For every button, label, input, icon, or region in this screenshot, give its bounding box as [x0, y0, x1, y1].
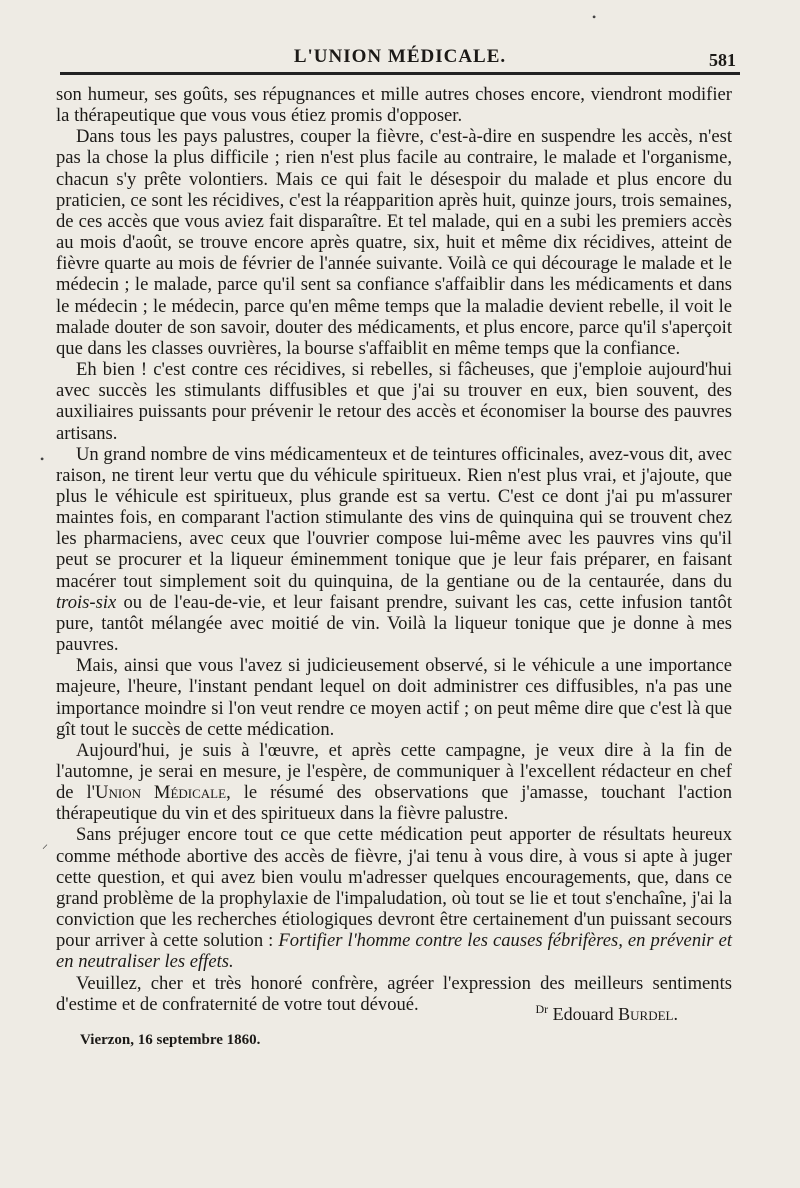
paragraph: Veuillez, cher et très honoré confrère, agréer l'expression des meilleurs sentiments d'estime et de confraternité de votre tout dévoué.	[56, 972, 732, 1015]
signature-prefix	[536, 1004, 549, 1024]
page-number: 581	[709, 50, 736, 70]
dot-mark-icon: •	[592, 10, 597, 24]
running-title: L'UNION MÉDICALE.	[293, 46, 507, 67]
signature	[536, 1002, 679, 1025]
emphasis-text: trois-six	[56, 591, 117, 613]
paragraph-text: ou de l'eau-de-vie, et leur faisant prendre, suivant les cas, cette infusion tantôt pure, tantôt mélangée avec moitié de vin. Voilà la liqueur tonique que je donne à mes pauvres.	[56, 591, 732, 656]
paragraph: son humeur, ses goûts, ses répugnances et mille autres choses encore, viendront modifier la thérapeutique que vous vous étiez promis d'opposer.	[56, 84, 732, 127]
paragraph-text: Sans préjuger encore tout ce que cette médication peut apporter de résultats heureux comme méthode abortive des accès de fièvre, j'ai tenu à vous dire, à vous si apte à juger cette question, et qui avez bien voulu m'adresser quelques encouragements, que, dans ce grand problème de la prophylaxie de l'impaludation, où tout se lie et tout s'enchaîne, j'ai la conviction que les recherches étiologiques devront être certainement d'un puissant secours pour arriver à cette solution :	[56, 824, 732, 952]
paragraph: Dans tous les pays palustres, couper la fièvre, c'est-à-dire en suspendre les accès, n'est pas la chose la plus difficile ; rien n'est plus facile au contraire, le malade et l'organisme, chacun s'y prête volontiers. Mais ce qui fait le désespoir du malade et plus encore du praticien, ce sont les récidives, c'est la réapparition après huit, quinze jours, trois semaines, de ces accès que vous aviez fait disparaître. Et tel malade, qui en a subi les premiers accès au mois d'août, se trouve encore après quatre, six, huit et même dix récidives, atteint de fièvre quarte au mois de février de l'année suivante. Voilà ce qui décourage le malade et le médecin ; le malade, parce qu'il sent sa confiance s'affaiblir dans les médicaments et dans le médecin ; le médecin, parce qu'en même temps que la maladie devient rebelle, il voit le malade douter de son savoir, douter des médicaments, et plus encore, parce qu'il s'aperçoit que dans les classes ouvrières, la bourse s'affaiblit en même temps que la confiance.	[56, 126, 732, 359]
signature-last-name: Burdel.	[618, 1004, 678, 1024]
paragraph	[56, 444, 732, 656]
paragraph: Mais, ainsi que vous l'avez si judicieusement observé, si le véhicule a une importance majeure, l'heure, l'instant pendant lequel on doit administrer ces diffusibles, n'a pas une importance moindre si l'on veut rendre ce moyen actif ; on peut même dire que c'est là que gît tout le succès de cette médication.	[56, 655, 732, 740]
header-rule	[60, 72, 740, 75]
tick-mark-icon: ⸍	[42, 842, 49, 856]
paragraph-text: Aujourd'hui, je suis à l'œuvre, et après cette campagne, je veux dire à la fin de l'automne, je serai en mesure, je l'espère, de communiquer à l'excellent rédacteur en chef de l'	[56, 739, 732, 804]
paragraph: Eh bien ! c'est contre ces récidives, si rebelles, si fâcheuses, que j'emploie aujourd'hui avec succès les stimulants diffusibles et que j'ai su trouver en eux, bien souvent, des auxiliaires puissants pour prévenir le retour des accès et économiser la bourse des pauvres artisans.	[56, 359, 732, 444]
emphasis-text: Fortifier l'homme contre les causes fébrifères, en prévenir et en neutraliser les effets.	[56, 930, 732, 973]
paragraph	[56, 824, 732, 972]
signature-title: Dr	[535, 1002, 549, 1016]
body-text	[56, 84, 732, 1015]
dot-mark-icon: •	[40, 452, 45, 466]
paragraph-text: , le résumé des observations que j'amasse, touchant l'action thérapeutique du vin et des spiritueux dans la fièvre palustre.	[56, 782, 733, 825]
page-header	[60, 40, 740, 74]
dateline: Vierzon, 16 septembre 1860.	[80, 1032, 261, 1048]
paragraph-text: Un grand nombre de vins médicamenteux et de teintures officinales, avez-vous dit, avec raison, ne tirent leur vertu que du véhicule spiritueux. Rien n'est plus vrai, et j'ajoute, que plus le véhicule est spiritueux, plus grande est sa vertu. C'est ce dont j'ai pu m'assurer maintes fois, en comparant l'action stimulante des vins de quinquina qui se trouvent chez les pharmaciens, avec ceux que l'ouvrier compose lui-même avec les pauvres vins qu'il peut se procurer et la liqueur éminemment tonique que je leur fais préparer, en faisant macérer tout simplement soit du quinquina, de la gentiane ou de la centaurée, dans du	[56, 443, 732, 592]
signature-first-name: Edouard	[552, 1004, 614, 1024]
journal-name: Union Médicale	[95, 782, 227, 804]
paragraph	[56, 740, 732, 825]
